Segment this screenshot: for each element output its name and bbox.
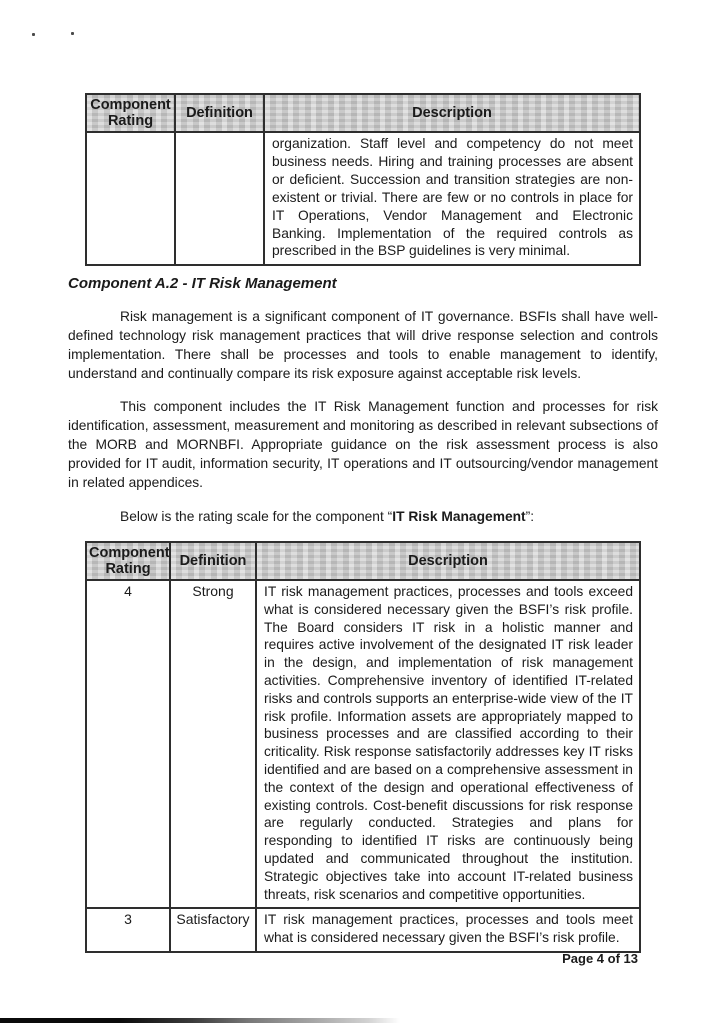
- table-row-rating-4: [86, 580, 640, 908]
- paragraph-component-includes: This component includes the IT Risk Management function and processes for risk identification, assessment, measurement and monitoring as described in relevant subsections of the MORB and MORNBFI. Appropriate guidance on the risk assessment process is also provided for IT audit, information security, IT operations and IT outsourcing/vendor management in related appendices.: [68, 399, 658, 490]
- page-number: Page 4 of 13: [562, 951, 638, 966]
- column-header-definition: Definition: [170, 542, 256, 580]
- scan-artifact-bar: [0, 1018, 400, 1023]
- rating-scale-intro-component-name: IT Risk Management: [392, 509, 526, 524]
- column-header-component-rating: Component Rating: [86, 94, 175, 132]
- definition-cell: [175, 132, 264, 265]
- definition-cell: Strong: [170, 580, 256, 908]
- definition-cell: Satisfactory: [170, 908, 256, 952]
- column-header-description: Description: [264, 94, 640, 132]
- rating-table-continued: [85, 93, 641, 266]
- rating-scale-intro: [68, 507, 658, 526]
- table-row: [86, 132, 640, 265]
- paragraph-risk-management: Risk management is a significant component of IT governance. BSFIs shall have well-defined technology risk management practices that will drive response selection and controls implementation. There shall be processes and tools to enable management to identify, understand and continually compare its risk exposure against acceptable risk levels.: [68, 309, 658, 381]
- table-row-rating-3: [86, 908, 640, 952]
- column-header-description: Description: [256, 542, 640, 580]
- section-heading: Component A.2 - IT Risk Management: [68, 275, 337, 292]
- description-cell: IT risk management practices, processes and tools exceed what is considered necessary given the BSFI’s risk profile. The Board considers IT risk in a holistic manner and requires active involvement of the designated IT risk leader in the design, and implementation of risk management activities. Comprehensive inventory of identified IT-related risks and controls supports an enterprise-wide view of the IT risk profile. Information assets are appropriately mapped to business processes and are classified according to their criticality. Risk response satisfactorily addresses key IT risks identified and are based on a comprehensive assessment in the context of the design and operational effectiveness of existing controls. Cost-benefit discussions for risk response are regularly conducted. Strategies and plans for responding to identified IT risks are continuously being updated and communicated throughout the institution. Strategic objectives take into account IT-related business threats, risk scenarios and competitive opportunities.: [256, 580, 640, 908]
- scan-speck: [32, 33, 35, 36]
- table-header-row: [86, 94, 640, 132]
- component-rating-cell: 3: [86, 908, 170, 952]
- scan-speck: [71, 32, 74, 35]
- description-cell: IT risk management practices, processes and tools meet what is considered necessary given the BSFI’s risk profile.: [256, 908, 640, 952]
- column-header-definition: Definition: [175, 94, 264, 132]
- component-rating-cell: 4: [86, 580, 170, 908]
- column-header-component-rating: Component Rating: [86, 542, 170, 580]
- description-cell: organization. Staff level and competency do not meet business needs. Hiring and training processes are absent or deficient. Succession and transition strategies are non-existent or trivial. There are few or no controls in place for IT Operations, Vendor Management and Electronic Banking. Implementation of the required controls as prescribed in the BSP guidelines is very minimal.: [264, 132, 640, 265]
- table-header-row: [86, 542, 640, 580]
- rating-scale-intro-suffix: ”:: [525, 509, 535, 524]
- rating-scale-intro-prefix: Below is the rating scale for the component “: [120, 509, 393, 524]
- component-rating-cell: [86, 132, 175, 265]
- it-risk-management-rating-table: [85, 541, 641, 953]
